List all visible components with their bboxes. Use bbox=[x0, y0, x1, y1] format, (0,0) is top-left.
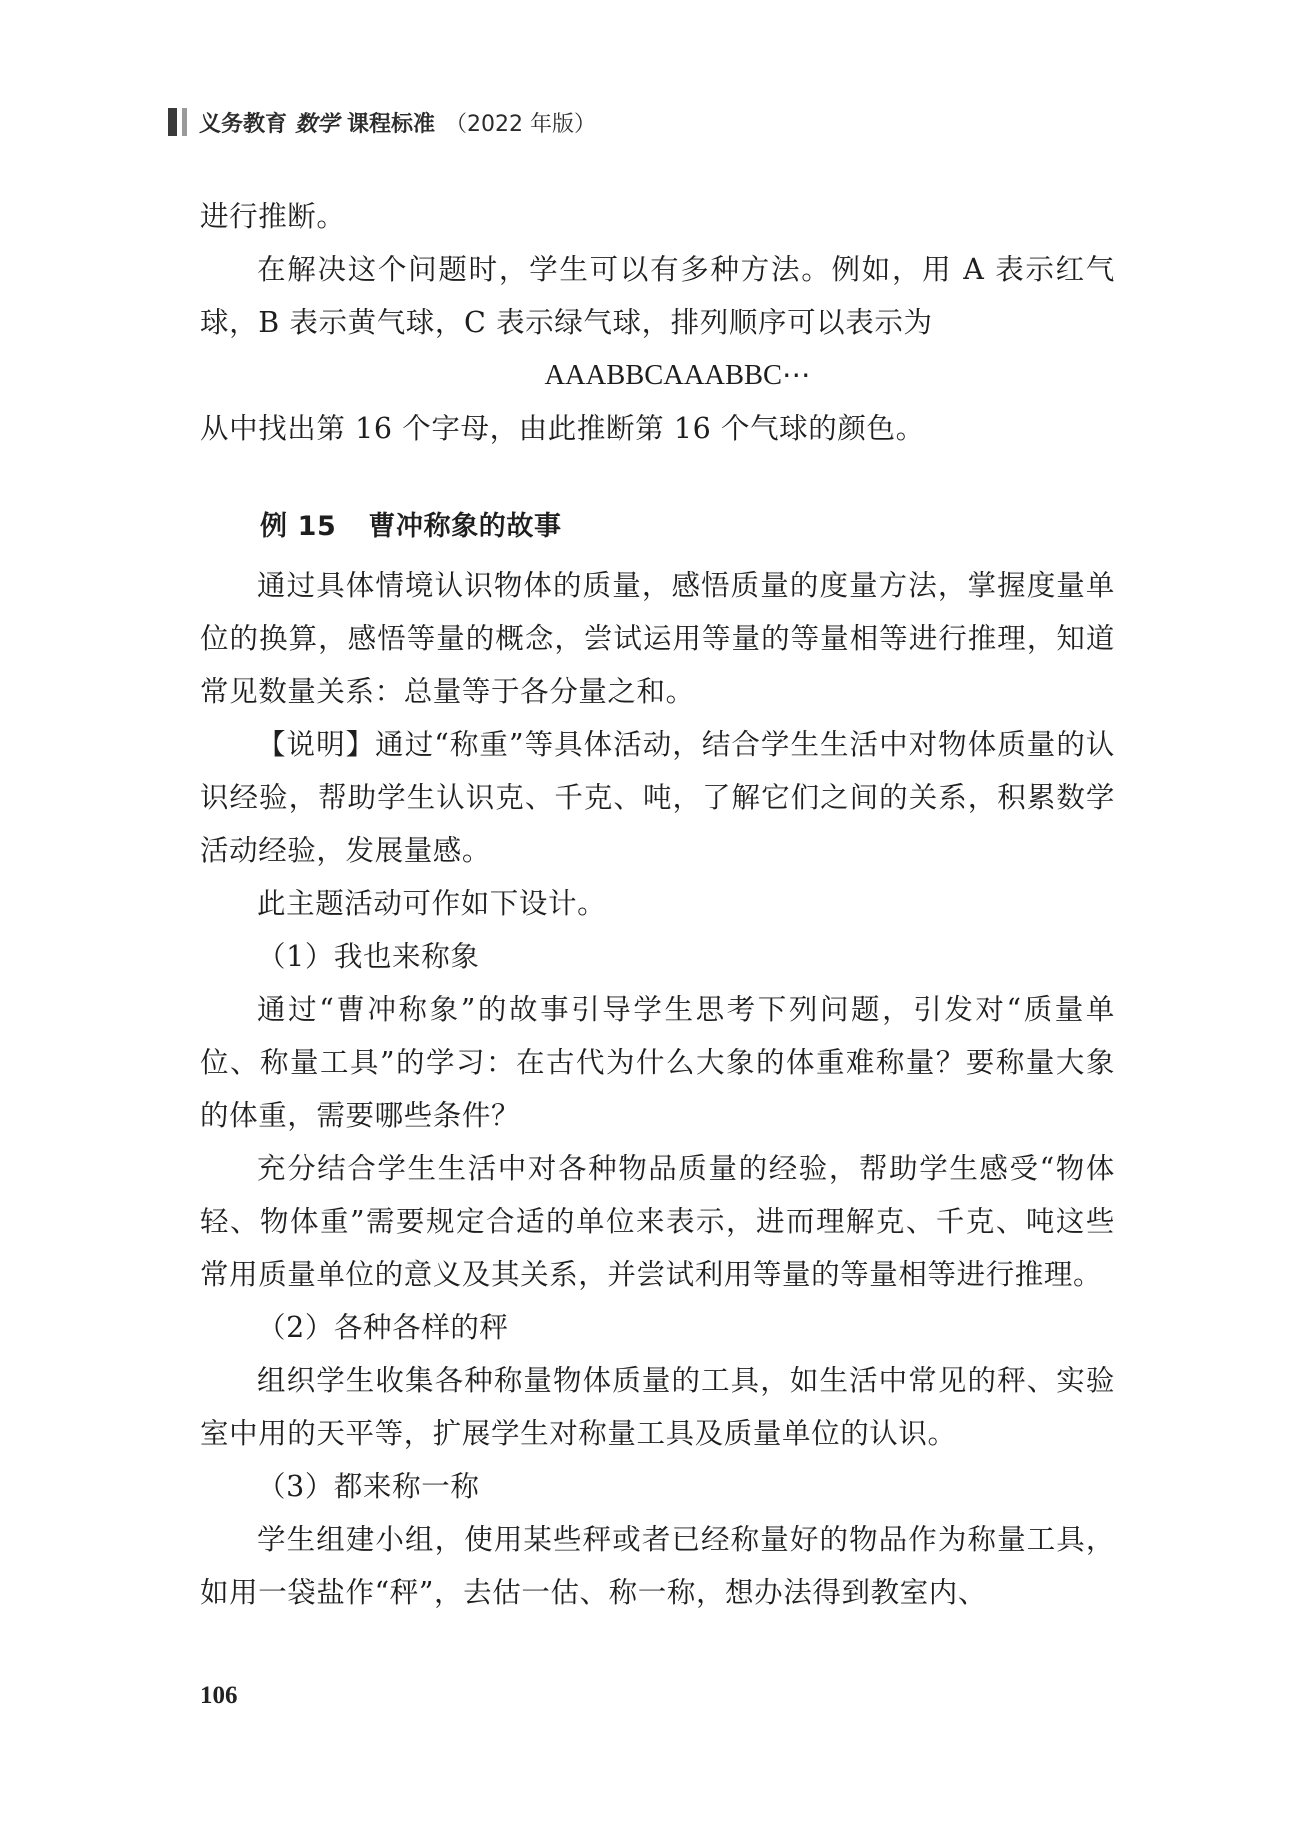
paragraph: 学生组建小组，使用某些秤或者已经称量好的物品作为称量工具，如用一袋盐作“秤”，去估一估、称一称，想办法得到教室内、 bbox=[200, 1523, 1115, 1609]
paragraph: 此主题活动可作如下设计。 bbox=[257, 887, 607, 920]
paragraph: 充分结合学生生活中对各种物品质量的经验，帮助学生感受“物体轻、物体重”需要规定合适的单位来表示，进而理解克、千克、吨这些常用质量单位的意义及其关系，并尝试利用等量的等量相等进行推理。 bbox=[200, 1152, 1115, 1291]
paragraph: 从中找出第 16 个字母，由此推断第 16 个气球的颜色。 bbox=[200, 412, 925, 445]
running-header bbox=[168, 104, 596, 140]
paragraph: 组织学生收集各种称量物体质量的工具，如生活中常见的秤、实验室中用的天平等，扩展学生对称量工具及质量单位的认识。 bbox=[200, 1364, 1115, 1450]
header-title-main: 义务教育 bbox=[199, 111, 288, 137]
paragraph: 进行推断。 bbox=[200, 200, 346, 233]
header-title-subject: 数学 bbox=[295, 110, 340, 137]
letter-sequence: AAABBCAAABBC⋯ bbox=[544, 360, 811, 391]
note-paragraph: 【说明】通过“称重”等具体活动，结合学生生活中对物体质量的认识经验，帮助学生认识克、千克、吨，了解它们之间的关系，积累数学活动经验，发展量感。 bbox=[200, 728, 1115, 867]
body-text bbox=[200, 190, 1115, 1619]
subheading: （1）我也来称象 bbox=[257, 940, 480, 973]
subheading: （3）都来称一称 bbox=[257, 1470, 480, 1503]
page-number: 106 bbox=[200, 1682, 238, 1709]
header-edition: （2022 年版） bbox=[445, 111, 597, 137]
paragraph: 通过“曹冲称象”的故事引导学生思考下列问题，引发对“质量单位、称量工具”的学习：在古代为什么大象的体重难称量？要称量大象的体重，需要哪些条件？ bbox=[200, 993, 1115, 1132]
subheading: （2）各种各样的秤 bbox=[257, 1311, 509, 1344]
header-bar-marks bbox=[168, 108, 187, 136]
header-title bbox=[199, 107, 596, 138]
paragraph: 通过具体情境认识物体的质量，感悟质量的度量方法，掌握度量单位的换算，感悟等量的概念，尝试运用等量的等量相等进行推理，知道常见数量关系：总量等于各分量之和。 bbox=[200, 569, 1115, 708]
example-number: 例 15 bbox=[260, 511, 337, 542]
header-bar-dark bbox=[168, 108, 177, 136]
example-title: 曹冲称象的故事 bbox=[368, 511, 562, 542]
paragraph: 在解决这个问题时，学生可以有多种方法。例如，用 A 表示红气球，B 表示黄气球，C 表示绿气球，排列顺序可以表示为 bbox=[200, 253, 1115, 339]
header-bar-light bbox=[182, 108, 187, 136]
example-heading bbox=[200, 500, 1115, 553]
header-title-rest: 课程标准 bbox=[347, 111, 436, 137]
